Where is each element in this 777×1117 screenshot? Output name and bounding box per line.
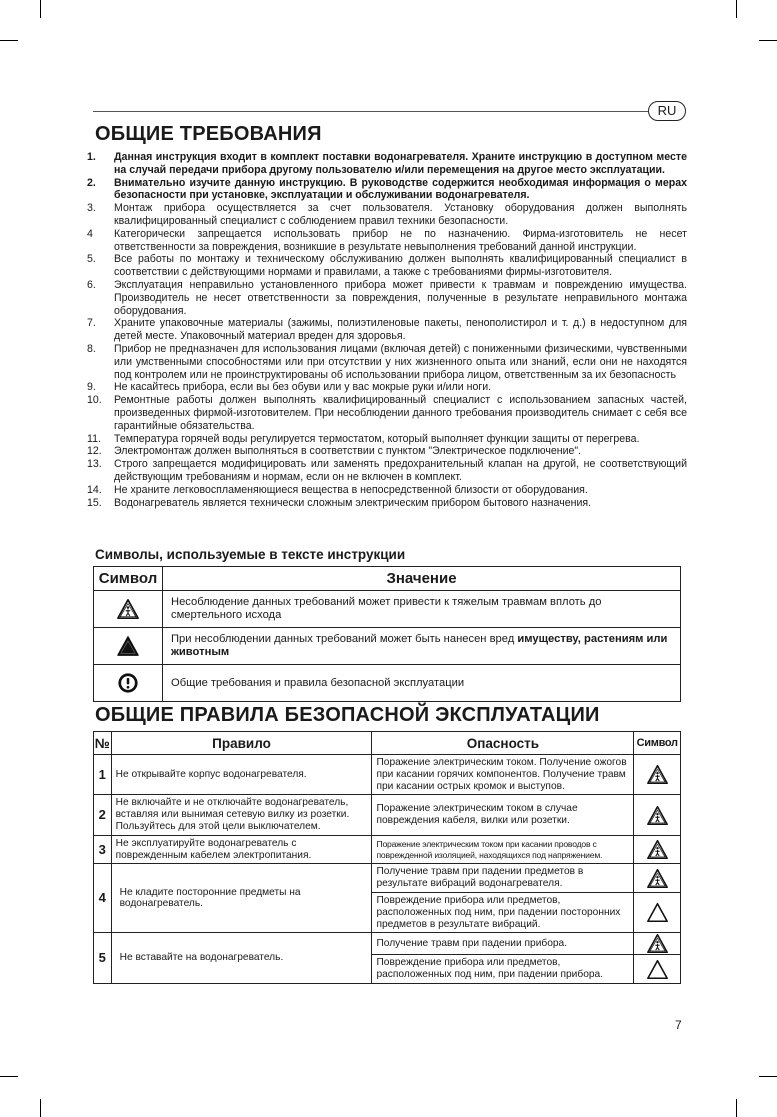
exclamation-circle-icon — [117, 677, 139, 689]
requirement-number: 15. — [87, 496, 102, 509]
page-number: 7 — [675, 1018, 682, 1032]
crop-mark — [759, 1076, 777, 1077]
warning-outline-icon — [647, 907, 668, 918]
meaning-text: Несоблюдение данных требований может привести к тяжелым травмам вплоть до смертельного исхода — [171, 596, 602, 621]
warning-person-icon — [647, 810, 668, 821]
rule-text: Не открывайте корпус водонагревателя. — [111, 755, 372, 795]
crop-mark — [40, 0, 41, 18]
requirement-number: 4 — [87, 227, 93, 240]
danger-text: Получение травм при падении прибора. — [372, 933, 634, 955]
requirement-text: Монтаж прибора осуществляется за счет пользователя. Установку оборудования должен выполнять квалифицированный специалист с соблюдением правил техники безопасности. — [114, 202, 687, 227]
requirement-number: 5. — [87, 253, 96, 266]
rules-table — [93, 731, 681, 984]
requirement-number: 3. — [87, 202, 96, 215]
rules-row — [94, 755, 681, 795]
danger-symbol-cell — [634, 755, 681, 795]
rule-text: Не включайте и не отключайте водонагреватель, вставляя или вынимая сетевую вилку из розетки. Пользуйтесь для этой цели выключателем. — [111, 795, 372, 835]
requirement-number: 14. — [87, 483, 102, 496]
rule-text: Не кладите посторонние предметы на водонагреватель. — [111, 864, 372, 933]
requirement-text: Электромонтаж должен выполняться в соответствии с пунктом "Электрическое подключение". — [114, 445, 582, 458]
requirement-number: 12. — [87, 445, 102, 458]
rule-number: 2 — [94, 795, 112, 835]
requirement-item — [87, 497, 687, 510]
danger-text: Поражение электрическим током в случае повреждения кабеля, вилки или розетки. — [372, 795, 634, 835]
requirement-item — [87, 317, 687, 343]
symbols-col-symbol: Символ — [94, 567, 163, 591]
rule-number: 1 — [94, 755, 112, 795]
danger-text: Повреждение прибора или предметов, расположенных под ним, при падении прибора. — [372, 955, 634, 984]
requirement-number: 6. — [87, 278, 96, 291]
danger-text: Поражение электрическим током при касании проводов с поврежденной изоляцией, находящихся под напряжением. — [372, 835, 634, 864]
crop-mark — [0, 1076, 18, 1077]
symbols-table — [93, 566, 681, 702]
warning-person-icon — [647, 844, 668, 855]
symbol-cell — [94, 665, 163, 702]
rule-number: 5 — [94, 933, 112, 984]
requirement-text: Храните упаковочные материалы (зажимы, полиэтиленовые пакеты, пенополистирол и т. д.) в недоступном для детей месте. Упаковочный материал вреден для здоровья. — [114, 317, 687, 343]
requirement-item — [87, 381, 687, 394]
requirement-text: Внимательно изучите данную инструкцию. В руководстве содержится необходимая информация о мерах безопасности при установке, эксплуатации и обслуживании водонагревателя. — [114, 176, 687, 202]
requirement-number: 13. — [87, 458, 102, 471]
rules-row — [94, 795, 681, 835]
requirement-number: 11. — [87, 432, 101, 445]
requirement-number: 1. — [87, 151, 96, 163]
warning-person-icon — [117, 603, 139, 615]
requirement-text: Водонагреватель является технически сложным электрическим прибором бытового назначения. — [114, 496, 592, 509]
requirement-number: 2. — [87, 176, 96, 189]
danger-text: Поражение электрическим током. Получение ожогов при касании горячих компонентов. Получение травм при касании острых кромок и выступов. — [372, 755, 634, 795]
crop-mark — [40, 1099, 41, 1117]
crop-mark — [0, 40, 18, 41]
danger-symbol-cell — [634, 795, 681, 835]
crop-mark — [759, 40, 777, 41]
requirement-item — [87, 484, 687, 497]
rule-number: 3 — [94, 835, 112, 864]
symbols-row — [94, 628, 681, 665]
meaning-text: Общие требования и правила безопасной эксплуатации — [171, 676, 465, 689]
requirement-item — [87, 458, 687, 484]
header-rule — [93, 111, 648, 112]
danger-text: Повреждение прибора или предметов, расположенных под ним, при падении посторонних предметов в результате вибраций. — [372, 892, 634, 932]
meaning-bold-text: имуществу, растениям или животным — [171, 633, 668, 658]
section-title-rules: ОБЩИЕ ПРАВИЛА БЕЗОПАСНОЙ ЭКСПЛУАТАЦИИ — [95, 704, 600, 726]
requirement-item — [87, 202, 687, 228]
requirement-item — [87, 151, 687, 177]
section-title-general: ОБЩИЕ ТРЕБОВАНИЯ — [95, 123, 322, 145]
meaning-cell — [163, 591, 681, 628]
meaning-cell — [163, 628, 681, 665]
requirement-item — [87, 228, 687, 254]
meaning-cell — [163, 665, 681, 702]
requirement-number: 10. — [87, 394, 102, 407]
requirement-item — [87, 394, 687, 432]
symbols-row — [94, 591, 681, 628]
requirement-text: Данная инструкция входит в комплект поставки водонагревателя. Храните инструкцию в доступном месте на случай передачи прибора другому пользователю и/или перемещения на другое место эксплуатации. — [114, 151, 687, 176]
crop-mark — [736, 1099, 737, 1117]
meaning-text: При несоблюдении данных требований может быть нанесен вред — [171, 633, 518, 645]
symbols-title: Символы, используемые в тексте инструкции — [95, 547, 406, 562]
rules-col-rule: Правило — [111, 732, 372, 755]
crop-mark — [736, 0, 737, 18]
requirement-item — [87, 177, 687, 203]
requirement-text: Категорически запрещается использовать прибор не по назначению. Фирма-изготовитель не несет ответственности за повреждения, возникшие в результате невыполнения требований данной инструкции. — [114, 227, 687, 253]
symbols-row — [94, 665, 681, 702]
requirement-number: 9. — [87, 381, 96, 394]
warning-filled-icon — [117, 640, 139, 652]
language-badge: RU — [648, 101, 686, 121]
requirement-number: 7. — [87, 317, 96, 330]
danger-symbol-cell — [634, 933, 681, 955]
requirement-item — [87, 445, 687, 458]
requirements-list — [87, 151, 687, 509]
symbols-col-meaning: Значение — [163, 567, 681, 591]
requirement-item — [87, 279, 687, 317]
warning-person-icon — [647, 873, 668, 884]
danger-symbol-cell — [634, 892, 681, 932]
requirement-item — [87, 433, 687, 446]
danger-symbol-cell — [634, 864, 681, 893]
danger-symbol-cell — [634, 835, 681, 864]
warning-person-icon — [647, 939, 668, 950]
requirement-text: Температура горячей воды регулируется термостатом, который выполняет функции защиты от перегрева. — [114, 432, 640, 445]
danger-symbol-cell — [634, 955, 681, 984]
rules-col-danger: Опасность — [372, 732, 634, 755]
rule-text: Не вставайте на водонагреватель. — [111, 933, 372, 984]
rules-row — [94, 933, 681, 955]
warning-outline-icon — [647, 964, 668, 975]
rules-col-no: № — [94, 732, 112, 755]
symbol-cell — [94, 591, 163, 628]
requirement-text: Не храните легковоспламеняющиеся вещества в непосредственной близости от оборудования. — [114, 483, 588, 496]
requirement-text: Все работы по монтажу и техническому обслуживанию должен выполнять квалифицированный специалист в соответствии с действующими нормами и правилами, а также с требованиями фирмы-изготовителя. — [114, 253, 687, 279]
warning-person-icon — [647, 769, 668, 780]
requirement-item — [87, 253, 687, 279]
requirement-number: 8. — [87, 342, 96, 355]
requirement-text: Эксплуатация неправильно установленного прибора может привести к травмам и повреждению имущества. Производитель не несет ответственности за повреждения, полученные в результате неправильного монтажа оборудования. — [114, 278, 687, 317]
requirement-text: Строго запрещается модифицировать или заменять предохранительный клапан на другой, не соответствующий действующим требованиям и нормам, если он не включен в комплект. — [114, 458, 687, 483]
rules-row — [94, 864, 681, 893]
rules-row — [94, 835, 681, 864]
danger-text: Получение травм при падении предметов в результате вибраций водонагревателя. — [372, 864, 634, 893]
requirement-text: Не касайтесь прибора, если вы без обуви или у вас мокрые руки и/или ноги. — [114, 381, 492, 394]
requirement-text: Прибор не предназначен для использования лицами (включая детей) с пониженными физическими, чувственными или умственными способностями или при отсутствии у них жизненного опыта или знаний, если они не находятся под контролем или не проинструктированы об использовании прибора лицом, ответственным за их безопасность — [114, 342, 687, 381]
rule-text: Не эксплуатируйте водонагреватель с поврежденным кабелем электропитания. — [111, 835, 372, 864]
rule-number: 4 — [94, 864, 112, 933]
symbol-cell — [94, 628, 163, 665]
requirement-item — [87, 343, 687, 381]
rules-col-symbol: Символ — [634, 732, 681, 755]
requirement-text: Ремонтные работы должен выполнять квалифицированный специалист с использованием запасных частей, произведенных фирмой-изготовителем. При несоблюдении данного требования производитель снимает с себя все гарантийные обязательства. — [114, 394, 687, 432]
